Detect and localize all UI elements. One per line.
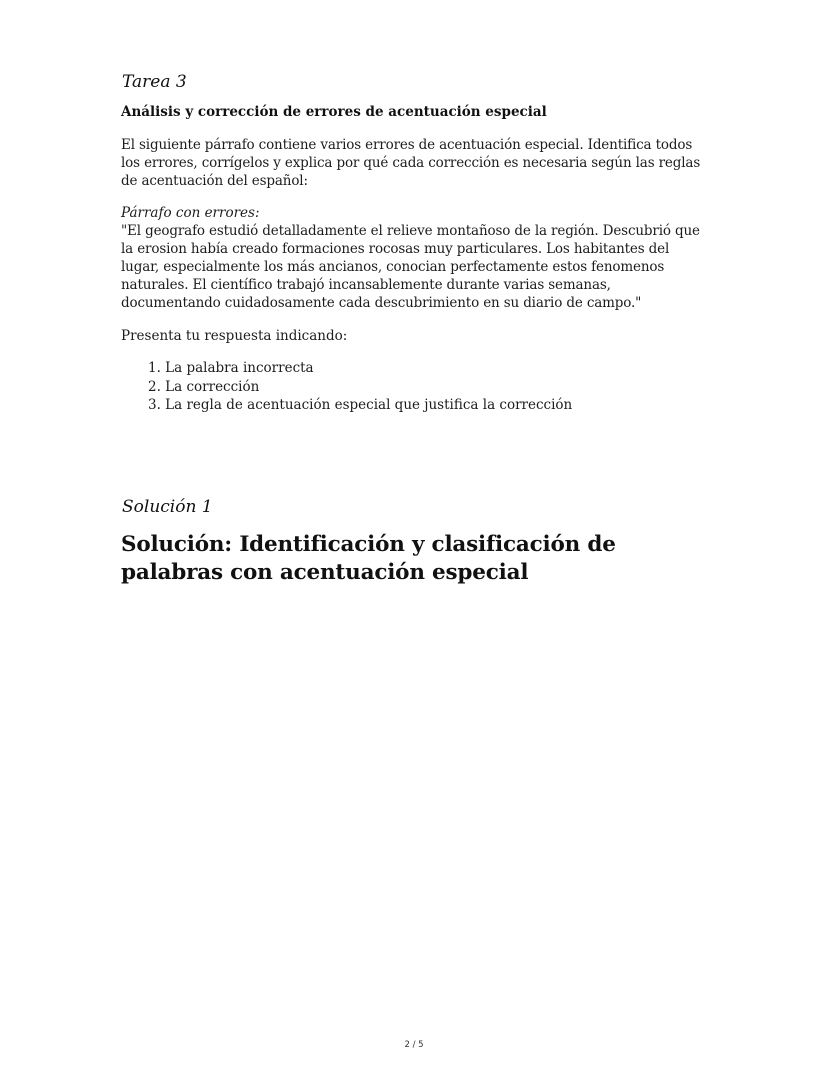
task-title: Tarea 3 <box>122 72 187 92</box>
list-item: 3. La regla de acentuación especial que justifica la corrección <box>148 397 573 413</box>
task-intro-paragraph: El siguiente párrafo contiene varios errores de acentuación especial. Identifica todos los errores, corrígelos y explica por qué cada corrección es necesaria según las reglas de acentuación del español: <box>121 137 701 189</box>
paragraph-label: Párrafo con errores: <box>121 205 260 221</box>
solution-heading: Solución: Identificación y clasificación de palabras con acentuación especial <box>121 532 616 585</box>
list-item: 1. La palabra incorrecta <box>148 360 314 376</box>
solution-title: Solución 1 <box>122 497 213 517</box>
page-number: 2 / 5 <box>404 1040 424 1050</box>
list-item: 2. La corrección <box>148 378 260 395</box>
response-prompt: Presenta tu respuesta indicando: <box>121 328 348 344</box>
response-list <box>148 359 572 415</box>
error-paragraph: "El geografo estudió detalladamente el relieve montañoso de la región. Descubrió que la erosion había creado formaciones rocosas muy particulares. Los habitantes del lugar, especialmente los más ancianos, conocian perfectamente estos fenomenos naturales. El científico trabajó incansablemente durante varias semanas, documentando cuidadosamente cada descubrimiento en su diario de campo." <box>121 223 700 311</box>
task-subtitle: Análisis y corrección de errores de acentuación especial <box>121 104 547 120</box>
